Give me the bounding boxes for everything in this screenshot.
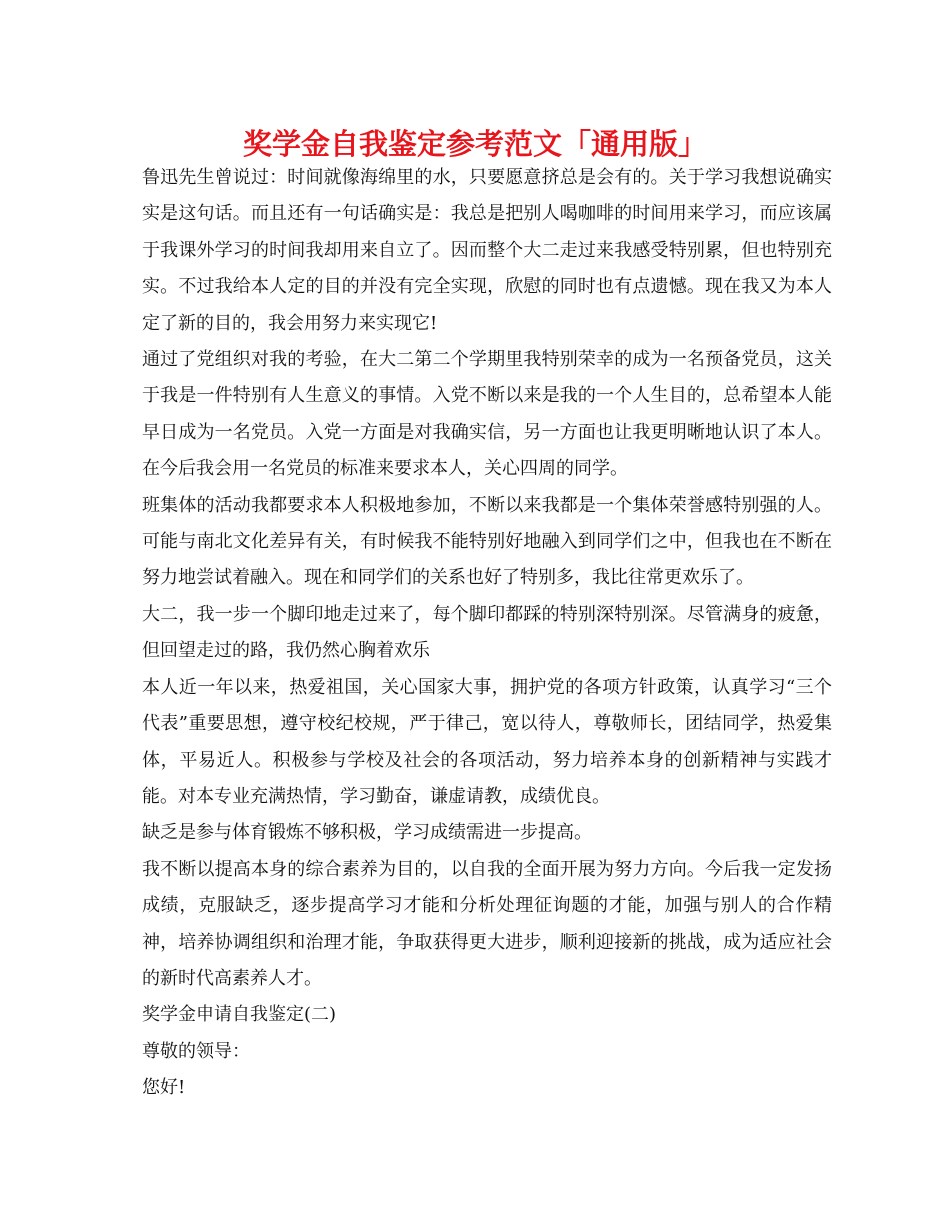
section-heading-2: 奖学金申请自我鉴定(二): [142, 1004, 337, 1026]
paragraph-3: 班集体的活动我都要求本人积极地参加，不断以来我都是一个集体荣誉感特别强的人。可能与南北文化差异有关，有时候我不能特别好地融入到同学们之中，但我也在不断在努力地尝试着融入。现在和同学们的关系也好了特别多，我比往常更欢乐了。: [142, 494, 832, 589]
greeting: 您好!: [142, 1077, 186, 1099]
paragraph-2: 通过了党组织对我的考验，在大二第二个学期里我特别荣幸的成为一名预备党员，这关于我是一件特别有人生意义的事情。入党不断以来是我的一个人生目的，总希望本人能早日成为一名党员。入党一方面是对我确实信，另一方面也让我更明晰地认识了本人。在今后我会用一名党员的标准来要求本人，关心四周的同学。: [142, 349, 832, 480]
document-title: 奖学金自我鉴定参考范文「通用版」: [242, 127, 707, 161]
salutation: 尊敬的领导：: [142, 1040, 250, 1062]
paragraph-7: 我不断以提高本身的综合素养为目的，以自我的全面开展为努力方向。今后我一定发扬成绩，克服缺乏，逐步提高学习才能和分析处理征询题的才能，加强与别人的合作精神，培养协调组织和治理才能，争取获得更大进步，顺利迎接新的挑战，成为适应社会的新时代高素养人才。: [142, 858, 832, 989]
document-body: [142, 160, 832, 1107]
paragraph-5: 本人近一年以来，热爱祖国，关心国家大事，拥护党的各项方针政策，认真学习“三个代表”重要思想，遵守校纪校规，严于律己，宽以待人，尊敬师长，团结同学，热爱集体，平易近人。积极参与学校及社会的各项活动，努力培养本身的创新精神与实践才能。对本专业充满热情，学习勤奋，谦虚请教，成绩优良。: [142, 676, 832, 807]
paragraph-1: 鲁迅先生曾说过：时间就像海绵里的水，只要愿意挤总是会有的。关于学习我想说确实实是这句话。而且还有一句话确实是：我总是把别人喝咖啡的时间用来学习，而应该属于我课外学习的时间我却用来自立了。因而整个大二走过来我感受特别累，但也特别充实。不过我给本人定的目的并没有完全实现，欣慰的同时也有点遗憾。现在我又为本人定了新的目的，我会用努力来实现它!: [142, 167, 832, 334]
paragraph-4: 大二，我一步一个脚印地走过来了，每个脚印都踩的特别深特别深。尽管满身的疲惫，但回望走过的路，我仍然心胸着欢乐: [142, 603, 832, 662]
paragraph-6: 缺乏是参与体育锻炼不够积极，学习成绩需进一步提高。: [142, 822, 592, 844]
